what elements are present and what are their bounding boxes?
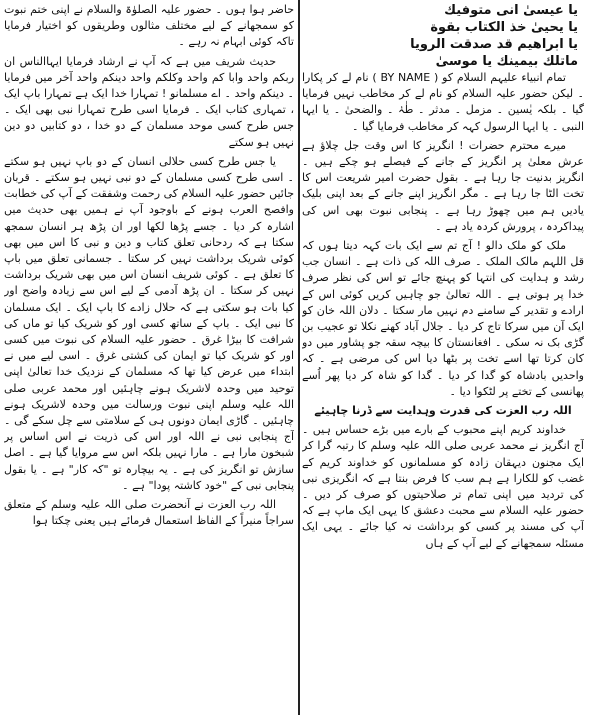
column-divider [298, 0, 300, 715]
verse-line-2: يا يحيیٰ خذ الكتاب بقوة [430, 20, 578, 35]
paragraph-hadith: حدیث شریف میں ہے کہ آپ نے ارشاد فرمایا ایہاالناس ان ربکم واحد وابا کم واحد وکلکم واحد دینکم واحد آخر میں فرمایا ۔ دینکم واحد ۔ اے مسلمانو ! تمہارا خدا ایک ہے تمہارا باپ ایک ، تمہاری کتاب ایک ۔ فرمایا اسی طرح تمہارا نبی بھی ایک ۔ جس طرح کسی موحد مسلمان کے دو خدا ، دو کتابیں دو دین نہیں ہو سکتے [4, 54, 294, 149]
verse-line-4: ماتلك بيمينك يا موسىٰ [435, 54, 578, 69]
paragraph-siraj-munir: اللہ رب العزت نے آنحضرت صلی اللہ علیہ وسلم کے متعلق سراجاً منیراً کے الفاظ استعمال فرمائے ہیں یعنی چکتا ہوا [4, 498, 294, 528]
paragraph-divine-sovereignty: ملک کو ملک دالو ! آج تم سے ایک بات کہہ دیتا ہوں کہ قل اللہم مالک الملک ۔ صرف اللہ کی ذات ہے ۔ انسان جب رشد و ہدایت کی انتہا کو پہنچ جائے تو اس کی نظر صرف خدا پر ہوتی ہے ۔ اللہ تعالیٰ جو چاہیں کریں کوئی اس کے ارادے و تقدیر کے سامنے دم نہیں مار سکتا ۔ دلان اللہ خان کو ایک آن میں سرکا تاج کر دیا ۔ جلال آباد کھنے نکلا تو عجیب بن گڑی بک نہ سکی ۔ افغانستان کا بیچہ سقہ جو پشاور میں دو کان کرتا تھا اسے تخت پر بٹھا دیا اس کی مرضی ہے ۔ کہ واحدیں بادشاہ کو گدا کر دیا ۔ گدا کو شاہ کر دیا پھر اُسے پھانسی کے تختے پر لٹکوا دیا ۔ [302, 239, 584, 398]
section-heading: اللہ رب العزت کی قدرت وہدایت سے ڈرنا چاہیئے [314, 404, 572, 418]
paragraph-beloved-prophet: خداوند کریم اپنے محبوب کے بارے میں بڑے حساس ہیں ۔ آج انگریز نے محمد عربی صلی اللہ علیہ وسلم کا رتبہ گرا کر ایک مجنون دیہقان زادہ کو مسلمانوں کو خداوند کریم کے غضب کو للکارا ہے ہم سب کا فرض بنتا ہے کہ انگریزی نبی کی تردید میں اپنی تمام تر صلاحیتوں کو صرف کر دیں ۔ حضور علیہ السلام سے محبت دعشق کا یہی ایک ماپ ہے کہ آپ کی مسند پر کسی کو برداشت نہ کیا جائے ۔ یہی ایک مسئلہ سمجھانے کے لیے آپ کے ہاں [302, 423, 584, 550]
paragraph-analogy: یا جس طرح کسی حلالی انسان کے دو باپ نہیں ہو سکتے ۔ اسی طرح کسی مسلمان کے دو نبی نہیں ہو سکتے ۔ قربان جائیں حضور علیہ السلام کی رحمت وشفقت کے آپ کی خطابت وافصح العرب ہونے کے باوجود آپ نے ہمیں بھی حدیث میں اشارہ کر دیا ۔ جسے پڑھا لکھا اور ان پڑھ ہر انسان سمجھ سکتا ہے کہ ردحانی تعلق کتاب و دین و نبی کا اس میں بھی کوئی شریک برداشت نہیں کر سکتا ۔ جسمانی تعلق میں باپ کا تعلق ہے ۔ کوئی شریف انسان اس میں بھی شریک برداشت نہیں کر سکتا ۔ ان پڑھ آدمی کے لیے اس سے زیادہ واضح اور کیا بات ہو سکتی ہے کہ حلال زادے کا باپ ایک ۔ ایک مسلمان کا نبی ایک ۔ باپ کے ساتھ کسی اور کو شریک کیا تو ماں کی شرافت کا بیڑا غرق ۔ حضور علیہ السلام کی نبوت میں کسی اور کو شریک کیا تو ایمان کی کشتی غرق ۔ اسی لیے میں نے ابتداء میں عرض کیا تھا کہ مسلمان کے نزدیک خدا تعالیٰ اپنی توحید میں وحدہ لاشریک ہونے چاہئیں اور محمد عربی صلی اللہ علیہ وسلم اپنی نبوت ورسالت میں وحدہ لاشریک ہونے چاہئیں ۔ گاڑی ایمان دونوں ہی کے سلامتی سے چل سکے گی ۔ آج پنجابی نبی نے اللہ اور اس کی ذریت نے اس اساس پر شبخون مارا ہے ۔ مارا نہیں بلکہ اس سے مروایا گیا ہے ۔ اصل سازش تو انگریز کی ہے ۔ یہ بیچارہ تو "کہ کار" ہے ۔ یا بقول پنجابی نبی کے "خود کاشتہ پودا" ہے ۔ [4, 154, 294, 492]
verse-line-1: يا عيسىٰ انی متوفيك [444, 3, 578, 18]
paragraph-english-departure: میرے محترم حضرات ! انگریز کا اس وقت جل چلاؤ ہے عرش معلیٰ پر انگریز کے جانے کے فیصلے ہو چکے ہیں ۔ انگریز بدنیت جا رہا ہے ۔ بقول حضرت امیر شریعت اس کا تخت الٹا جا رہا ہے ۔ مگر انگریز اپنے جانے کے بعد اپنی بلیک یادیں ہم میں چھوڑ رہا ہے ۔ پنجابی نبوت بھی اس کی پیداکردہ ، پرورش کردہ یاد ہے ۔ [302, 138, 584, 233]
verse-line-3: يا ابراهيم قد صدقت الرويا [410, 37, 578, 52]
left-column [4, 2, 294, 713]
paragraph-continuation: حاضر ہوا ہوں ۔ حضور علیہ الصلوٰۃ والسلام نے اپنی ختم نبوت کو سمجھانے کے لیے مختلف مثالوں وطریقوں کو اختیار فرمایا تاکہ کوئی ابہام نہ رہے ۔ [4, 3, 294, 49]
right-column [302, 2, 584, 713]
paragraph-prophets-names: تمام انبیاء علیہم السلام کو ( BY NAME ) نام لے کر پکارا ۔ لیکن حضور علیہ السلام کو نام لے کر مخاطب نہیں فرمایا گیا ۔ بلکہ یٰسین ۔ مزمل ۔ مدثر ۔ طٰہٰ ۔ والضحیٰ ۔ یا ایہا النبی ۔ یا ایہا الرسول کہہ کر مخاطب فرمایا گیا ۔ [302, 71, 584, 133]
